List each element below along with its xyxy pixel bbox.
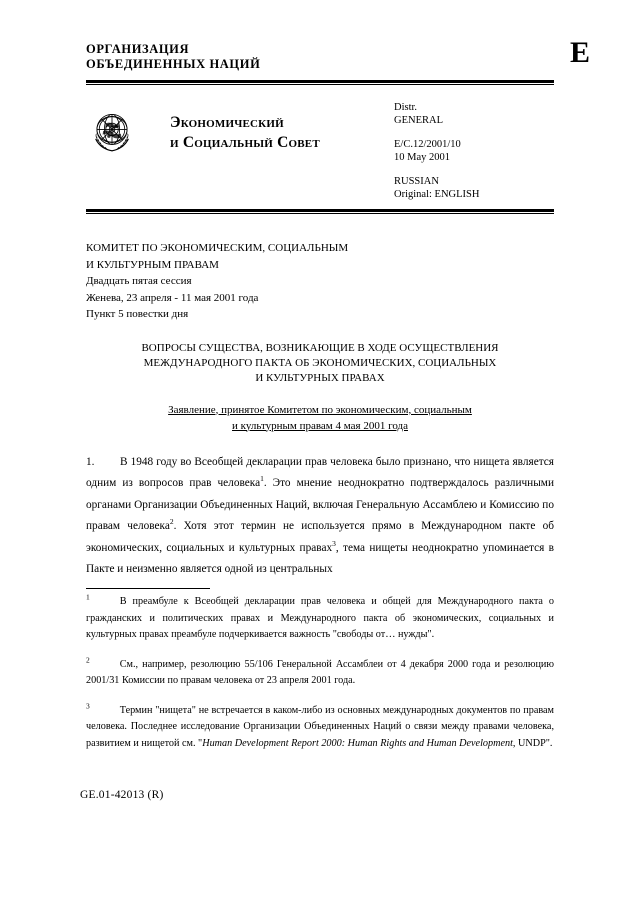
- footnote-2: [86, 657, 554, 690]
- document-symbol-letter: E: [569, 36, 590, 69]
- distr-value: GENERAL: [394, 115, 443, 126]
- document-date: 10 May 2001: [394, 152, 450, 163]
- council-title: [170, 113, 394, 153]
- footnote-1-text: В преамбуле к Всеобщей декларации прав человека и общей для Международного пакта о гражданских и политических правах и Международного пакта об экономических, социальных и культурных правах преамбуле подчеркивается важность "свободы от… нужды".: [86, 596, 554, 640]
- footnote-3-marker: 3: [86, 701, 90, 711]
- committee-heading: [86, 214, 554, 323]
- organization-line-2: ОБЪЕДИНЕННЫХ НАЦИЙ: [86, 57, 261, 71]
- footnote-1: [86, 594, 554, 644]
- distribution-group: [394, 101, 554, 127]
- committee-line-1: КОМИТЕТ ПО ЭКОНОМИЧЕСКИМ, СОЦИАЛЬНЫМ: [86, 242, 349, 254]
- document-symbol: E/C.12/2001/10: [394, 139, 461, 150]
- document-title-line-2: МЕЖДУНАРОДНОГО ПАКТА ОБ ЭКОНОМИЧЕСКИХ, СОЦИАЛЬНЫХ: [143, 356, 497, 369]
- footnotes-area: [86, 588, 554, 765]
- document-subtitle: [86, 386, 554, 434]
- masthead-body: [86, 85, 554, 201]
- distribution-block: [394, 99, 554, 201]
- masthead-top-rule: [86, 80, 554, 83]
- footnote-3-text-after: , UNDP".: [512, 737, 553, 749]
- document-subtitle-line-2: и культурным правам 4 мая 2001 года: [232, 419, 408, 432]
- footnote-1-marker: 1: [86, 592, 90, 602]
- organization-name: [86, 42, 554, 72]
- paragraph-segment-1: В 1948 году во Всеобщей декларации прав человека было признано, что нищета является одним из вопросов прав человека: [86, 455, 554, 489]
- document-original-language: Original: ENGLISH: [394, 189, 480, 200]
- paragraph-segment-3: . Хотя этот термин не используется прямо в Международном пакте об экономических, социальных и культурных правах: [86, 520, 554, 554]
- distr-label: Distr.: [394, 102, 418, 113]
- document-title-line-1: ВОПРОСЫ СУЩЕСТВА, ВОЗНИКАЮЩИЕ В ХОДЕ ОСУЩЕСТВЛЕНИЯ: [141, 341, 499, 354]
- document-title-line-3: И КУЛЬТУРНЫХ ПРАВАХ: [255, 371, 385, 384]
- footnote-2-marker: 2: [86, 655, 90, 665]
- body-paragraph-1: [86, 434, 554, 581]
- document-language: RUSSIAN: [394, 176, 439, 187]
- footnote-separator-rule: [86, 588, 210, 589]
- un-emblem-icon: [86, 105, 138, 157]
- emblem-cell: [86, 99, 148, 157]
- document-subtitle-line-1: Заявление, принятое Комитетом по экономическим, социальным: [168, 403, 472, 416]
- masthead-top-rule-thin: [86, 84, 554, 85]
- paragraph-segment-2: . Это мнение неоднократно подтверждалось различными органами Организации Объединенных Наций, включая Генеральную Ассамблею и Комиссию по правам человека: [86, 477, 554, 532]
- masthead-top: [86, 0, 590, 85]
- footnote-2-text: См., например, резолюцию 55/106 Генеральной Ассамблеи от 4 декабря 2000 года и резолюцию 2001/31 Комиссии по правам человека от 23 апреля 2001 года.: [86, 658, 554, 686]
- venue-dates-line: Женева, 23 апреля - 11 мая 2001 года: [86, 291, 259, 304]
- agenda-item-line: Пункт 5 повестки дня: [86, 308, 189, 320]
- footnote-3-publication-title: Human Development Report 2000: Human Rights and Human Development: [202, 737, 513, 749]
- language-group: [394, 175, 554, 201]
- footnote-3: [86, 703, 554, 753]
- committee-line-2: И КУЛЬТУРНЫМ ПРАВАМ: [86, 258, 219, 271]
- session-line: Двадцать пятая сессия: [86, 275, 192, 287]
- symbol-group: [394, 138, 554, 164]
- organization-line-1: ОРГАНИЗАЦИЯ: [86, 42, 190, 56]
- paragraph-segment-4: , тема нищеты неоднократно упоминается в Пакте и неизменно является одной из центральных: [86, 541, 554, 575]
- council-cell: [148, 99, 394, 153]
- council-title-line-1: Экономический: [170, 114, 284, 131]
- footnote-ref-1[interactable]: 1: [260, 474, 264, 484]
- footnote-3-text-before: Термин "нищета" не встречается в каком-либо из основных международных документов по правам человека. Последнее исследование Организации Объединенных Наций о связи между правами человека, развитием и нищетой см. ": [86, 704, 554, 749]
- paragraph-number: 1.: [86, 455, 95, 468]
- masthead-bottom-rule: [86, 209, 554, 212]
- council-title-line-2: и Социальный Совет: [170, 134, 320, 151]
- footnote-ref-3[interactable]: 3: [332, 538, 336, 548]
- footnote-ref-2[interactable]: 2: [169, 517, 174, 527]
- document-title: [86, 323, 554, 386]
- document-job-number: GE.01-42013 (R): [80, 789, 164, 801]
- page-content: [86, 0, 590, 581]
